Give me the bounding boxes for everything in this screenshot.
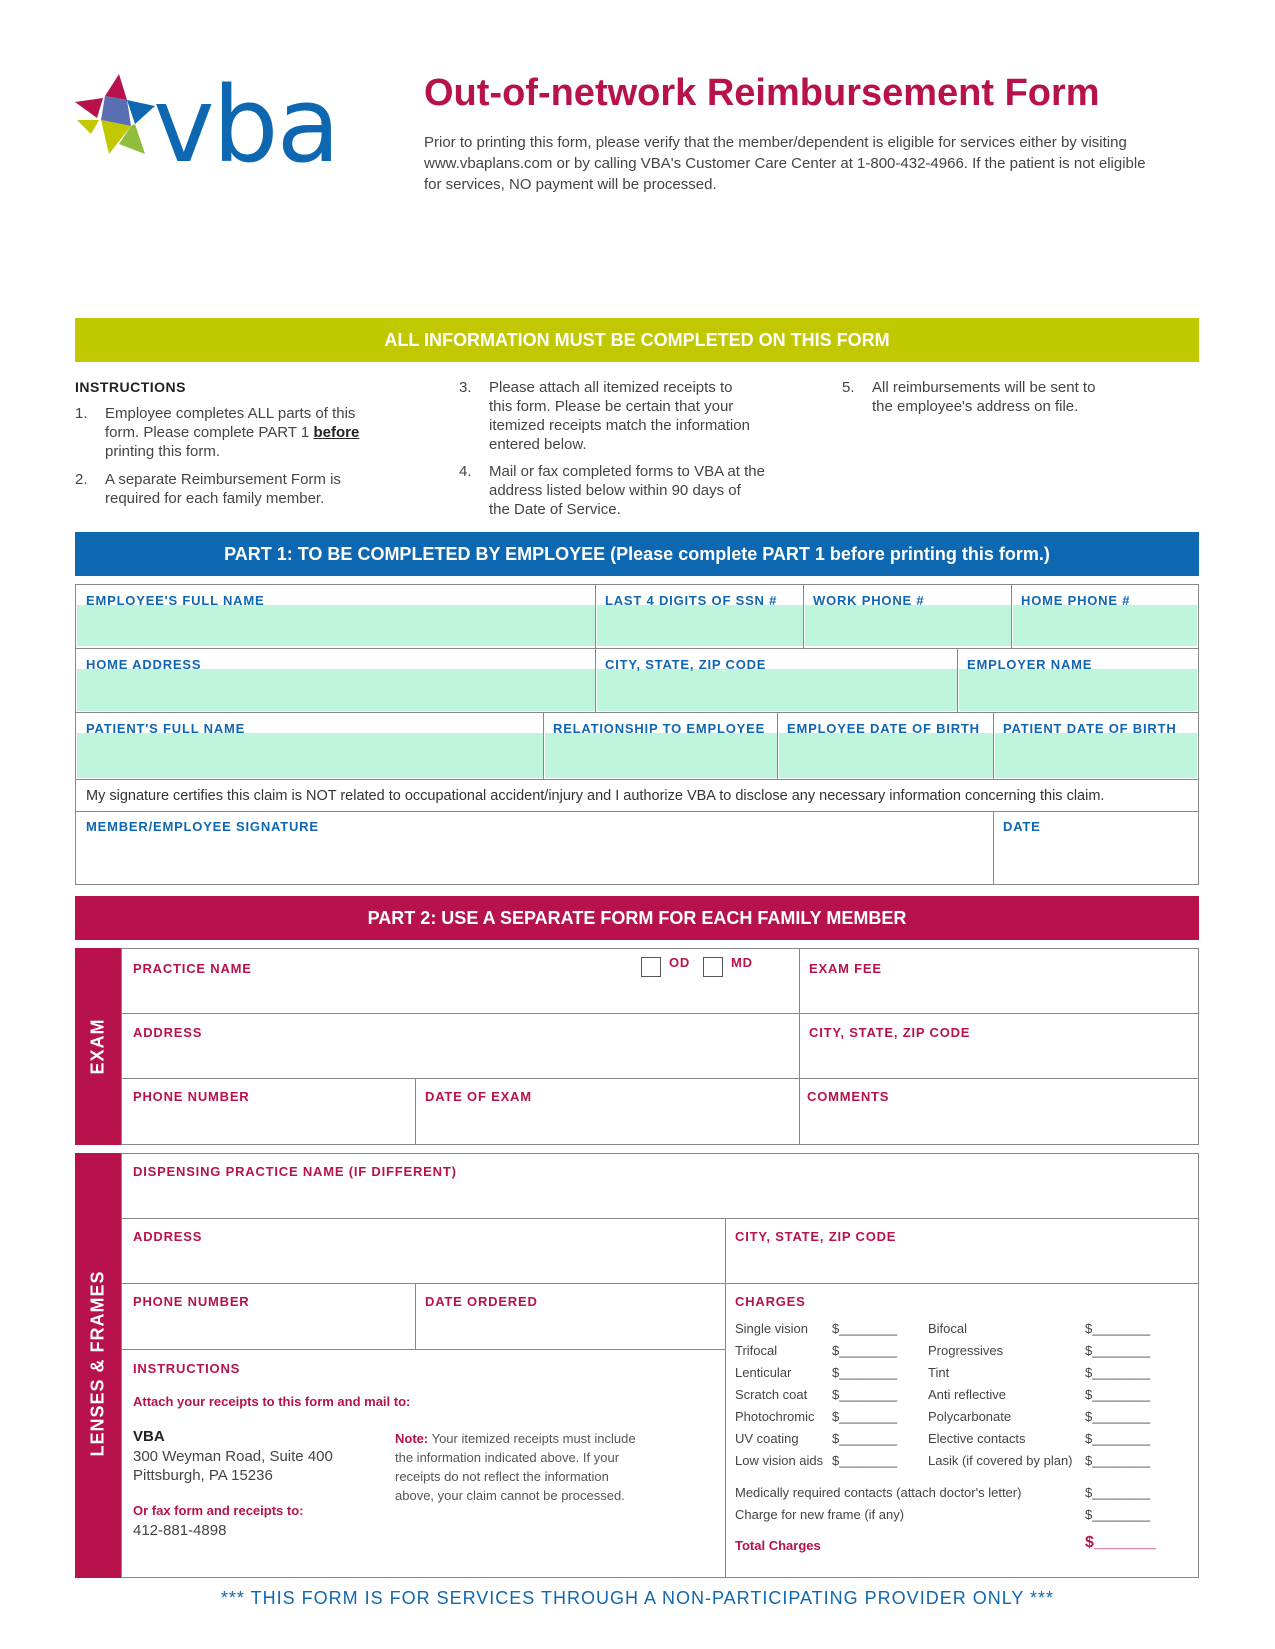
vba-mail-name: VBA bbox=[133, 1428, 165, 1445]
home-address-label: HOME ADDRESS bbox=[86, 657, 202, 672]
charge-label-left-1: Trifocal bbox=[735, 1343, 778, 1358]
od-label: OD bbox=[669, 955, 691, 970]
employee-name-label: EMPLOYEE'S FULL NAME bbox=[86, 593, 265, 608]
ssn-field[interactable] bbox=[597, 605, 803, 646]
date-ordered-label: DATE ORDERED bbox=[425, 1294, 538, 1309]
date-of-exam-field[interactable] bbox=[418, 1105, 796, 1139]
charge-label-left-2: Lenticular bbox=[735, 1365, 792, 1380]
charges-heading: CHARGES bbox=[735, 1294, 806, 1309]
work-phone-label: WORK PHONE # bbox=[813, 593, 925, 608]
instructions-heading: INSTRUCTIONS bbox=[75, 379, 186, 395]
dispensing-practice-label: DISPENSING PRACTICE NAME (IF DIFFERENT) bbox=[133, 1164, 457, 1179]
charge-label-left-0: Single vision bbox=[735, 1321, 808, 1336]
charge-label-medical-contacts: Medically required contacts (attach doctor's letter) bbox=[735, 1485, 1022, 1500]
date-ordered-field[interactable] bbox=[418, 1310, 722, 1344]
charge-field-right-3[interactable]: $________ bbox=[1085, 1387, 1151, 1402]
charge-field-right-0[interactable]: $________ bbox=[1085, 1321, 1151, 1336]
instruction-step-2: 2. A separate Reimbursement Form is required for each family member. bbox=[75, 471, 341, 507]
charge-label-left-6: Low vision aids bbox=[735, 1453, 824, 1468]
employee-name-field[interactable] bbox=[77, 605, 595, 646]
lenses-address-label: ADDRESS bbox=[133, 1229, 203, 1244]
patient-name-field[interactable] bbox=[77, 733, 543, 778]
attach-receipts-text: Attach your receipts to this form and mail to: bbox=[133, 1394, 411, 1409]
total-charges-label: Total Charges bbox=[735, 1538, 821, 1553]
fax-label: Or fax form and receipts to: bbox=[133, 1503, 304, 1518]
md-checkbox[interactable] bbox=[703, 957, 723, 977]
logo-wordmark: vba bbox=[153, 64, 339, 186]
charge-field-right-2[interactable]: $________ bbox=[1085, 1365, 1151, 1380]
charge-label-right-4: Polycarbonate bbox=[928, 1409, 1012, 1424]
lenses-address-field[interactable] bbox=[126, 1246, 718, 1278]
exam-city-label: CITY, STATE, ZIP CODE bbox=[809, 1025, 971, 1040]
lenses-side-tab bbox=[75, 1153, 121, 1578]
date-of-exam-label: DATE OF EXAM bbox=[425, 1089, 532, 1104]
total-charges-field[interactable]: $_______ bbox=[1085, 1534, 1157, 1551]
charge-field-left-3[interactable]: $________ bbox=[832, 1387, 898, 1402]
charge-field-right-5[interactable]: $________ bbox=[1085, 1431, 1151, 1446]
lenses-form bbox=[121, 1153, 1199, 1578]
charge-field-left-0[interactable]: $________ bbox=[832, 1321, 898, 1336]
signature-date-field[interactable] bbox=[995, 837, 1197, 883]
city-state-zip-label: CITY, STATE, ZIP CODE bbox=[605, 657, 767, 672]
charge-field-left-1[interactable]: $________ bbox=[832, 1343, 898, 1358]
certification-text: My signature certifies this claim is NOT related to occupational accident/injury and I authorize VBA to disclose any necessary information concerning this claim. bbox=[86, 788, 1105, 804]
intro-text: Prior to printing this form, please verify that the member/dependent is eligible for services either by visiting www.vbaplans.com or by calling VBA's Customer Care Center at 1-800-432-4966. If the patient is not eligible for services, NO payment will be processed. bbox=[424, 134, 1146, 193]
lenses-city-label: CITY, STATE, ZIP CODE bbox=[735, 1229, 897, 1244]
charge-field-left-2[interactable]: $________ bbox=[832, 1365, 898, 1380]
charge-label-right-0: Bifocal bbox=[928, 1321, 968, 1336]
patient-dob-label: PATIENT DATE OF BIRTH bbox=[1003, 721, 1177, 736]
charge-field-left-4[interactable]: $________ bbox=[832, 1409, 898, 1424]
home-address-field[interactable] bbox=[77, 669, 595, 711]
instruction-step-1: 1. Employee completes ALL parts of this form. Please complete PART 1 before printing this form. bbox=[75, 405, 360, 460]
vba-mail-address-2: Pittsburgh, PA 15236 bbox=[133, 1467, 273, 1484]
all-info-banner: ALL INFORMATION MUST BE COMPLETED ON THIS FORM bbox=[75, 318, 1199, 362]
lenses-city-field[interactable] bbox=[729, 1246, 1194, 1278]
charge-label-right-1: Progressives bbox=[928, 1343, 1004, 1358]
exam-side-label: EXAM bbox=[87, 1018, 108, 1075]
charge-label-right-6: Lasik (if covered by plan) bbox=[928, 1453, 1073, 1468]
instruction-step-5: 5. All reimbursements will be sent to the employee's address on file. bbox=[842, 379, 1096, 415]
fax-number: 412-881-4898 bbox=[133, 1522, 227, 1539]
charge-field-left-6[interactable]: $________ bbox=[832, 1453, 898, 1468]
charge-field-right-6[interactable]: $________ bbox=[1085, 1453, 1151, 1468]
exam-city-field[interactable] bbox=[802, 1041, 1194, 1073]
signature-date-label: DATE bbox=[1003, 819, 1041, 834]
lenses-side-label: LENSES & FRAMES bbox=[87, 1270, 108, 1457]
relationship-label: RELATIONSHIP TO EMPLOYEE bbox=[553, 721, 766, 736]
charge-label-left-5: UV coating bbox=[735, 1431, 799, 1446]
exam-phone-field[interactable] bbox=[126, 1105, 412, 1139]
charge-label-new-frame: Charge for new frame (if any) bbox=[735, 1507, 905, 1522]
employee-dob-label: EMPLOYEE DATE OF BIRTH bbox=[787, 721, 980, 736]
charge-label-right-5: Elective contacts bbox=[928, 1431, 1026, 1446]
exam-form bbox=[121, 948, 1199, 1145]
employer-name-field[interactable] bbox=[959, 669, 1197, 711]
instruction-step-4: 4. Mail or fax completed forms to VBA at the address listed below within 90 days of the Date of Service. bbox=[459, 463, 765, 518]
exam-phone-label: PHONE NUMBER bbox=[133, 1089, 250, 1104]
practice-name-field[interactable] bbox=[126, 977, 636, 1009]
od-checkbox[interactable] bbox=[641, 957, 661, 977]
md-label: MD bbox=[731, 955, 753, 970]
patient-dob-field[interactable] bbox=[995, 733, 1197, 778]
employee-dob-field[interactable] bbox=[779, 733, 993, 778]
home-phone-field[interactable] bbox=[1013, 605, 1197, 646]
charge-field-right-4[interactable]: $________ bbox=[1085, 1409, 1151, 1424]
instruction-step-3: 3. Please attach all itemized receipts to this form. Please be certain that your itemized receipts match the information entered below. bbox=[459, 379, 750, 453]
page-title: Out-of-network Reimbursement Form bbox=[424, 72, 1100, 114]
part1-form bbox=[75, 584, 1199, 885]
exam-side-tab bbox=[75, 948, 121, 1145]
work-phone-field[interactable] bbox=[805, 605, 1011, 646]
signature-field[interactable] bbox=[77, 837, 993, 883]
lenses-phone-label: PHONE NUMBER bbox=[133, 1294, 250, 1309]
charge-field-left-5[interactable]: $________ bbox=[832, 1431, 898, 1446]
part2-banner: PART 2: USE A SEPARATE FORM FOR EACH FAMILY MEMBER bbox=[75, 896, 1199, 940]
dispensing-practice-field[interactable] bbox=[126, 1182, 1194, 1214]
charge-field-right-1[interactable]: $________ bbox=[1085, 1343, 1151, 1358]
patient-name-label: PATIENT'S FULL NAME bbox=[86, 721, 246, 736]
vba-logo bbox=[75, 64, 395, 190]
home-phone-label: HOME PHONE # bbox=[1021, 593, 1131, 608]
part1-banner: PART 1: TO BE COMPLETED BY EMPLOYEE (Please complete PART 1 before printing this form.) bbox=[75, 532, 1199, 576]
comments-label: COMMENTS bbox=[807, 1089, 890, 1104]
charge-label-left-3: Scratch coat bbox=[735, 1387, 808, 1402]
charge-field-new-frame[interactable]: $________ bbox=[1085, 1507, 1151, 1522]
employer-name-label: EMPLOYER NAME bbox=[967, 657, 1093, 672]
vba-mail-address-1: 300 Weyman Road, Suite 400 bbox=[133, 1448, 333, 1465]
comments-field[interactable] bbox=[802, 1105, 1194, 1139]
exam-fee-field[interactable] bbox=[802, 977, 1194, 1009]
charge-field-medical-contacts[interactable]: $________ bbox=[1085, 1485, 1151, 1500]
practice-name-label: PRACTICE NAME bbox=[133, 961, 252, 976]
ssn-label: LAST 4 DIGITS OF SSN # bbox=[605, 593, 778, 608]
charge-label-right-3: Anti reflective bbox=[928, 1387, 1007, 1402]
exam-address-label: ADDRESS bbox=[133, 1025, 203, 1040]
lenses-instructions-heading: INSTRUCTIONS bbox=[133, 1361, 241, 1376]
exam-fee-label: EXAM FEE bbox=[809, 961, 882, 976]
charge-label-left-4: Photochromic bbox=[735, 1409, 815, 1424]
lenses-phone-field[interactable] bbox=[126, 1310, 412, 1344]
signature-label: MEMBER/EMPLOYEE SIGNATURE bbox=[86, 819, 319, 834]
city-state-zip-field[interactable] bbox=[597, 669, 957, 711]
charge-label-right-2: Tint bbox=[928, 1365, 950, 1380]
exam-address-field[interactable] bbox=[126, 1041, 796, 1073]
receipts-note: Note: Your itemized receipts must include the information indicated above. If your receipts do not reflect the information above, your claim cannot be processed. bbox=[395, 1431, 636, 1503]
relationship-field[interactable] bbox=[545, 733, 777, 778]
footer-notice: *** THIS FORM IS FOR SERVICES THROUGH A NON-PARTICIPATING PROVIDER ONLY *** bbox=[220, 1588, 1055, 1608]
